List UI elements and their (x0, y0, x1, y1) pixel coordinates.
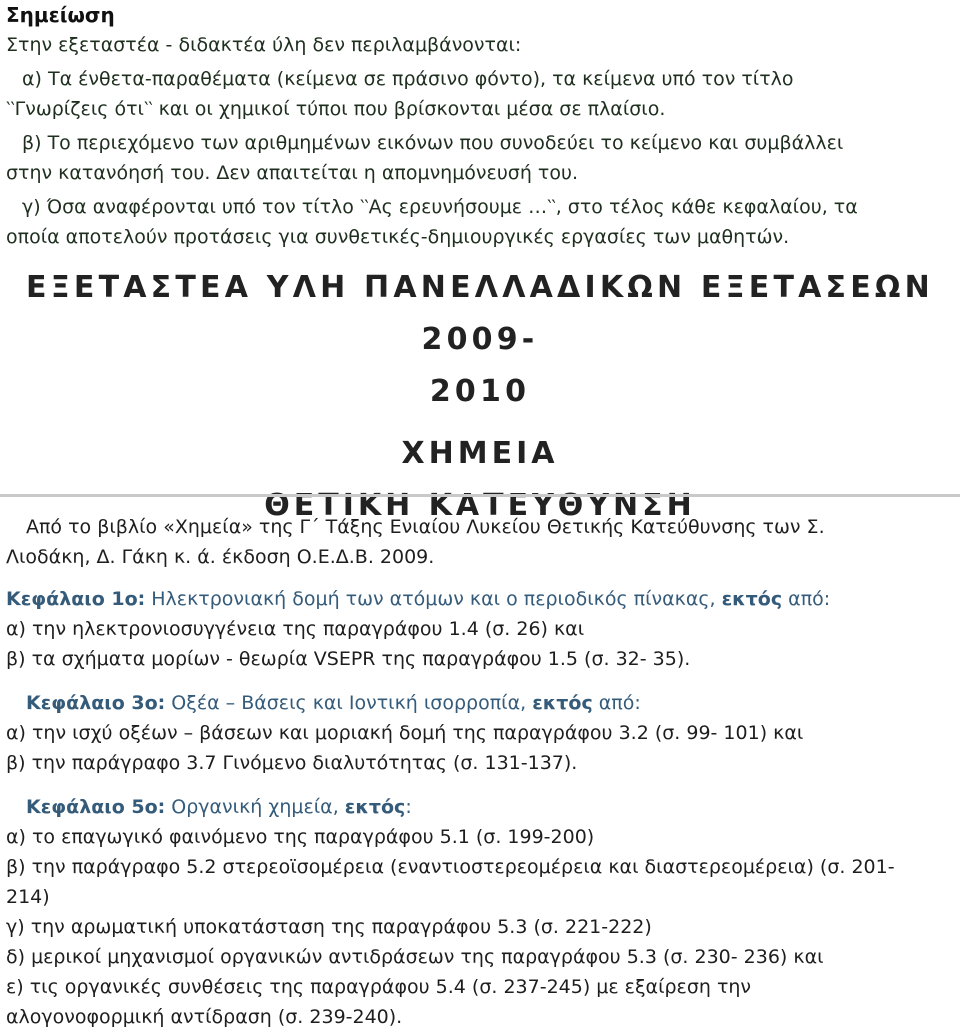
chapter-3-topic: Οξέα – Βάσεις και Ιοντική ισορροπία, (165, 692, 533, 714)
chapter-3-heading (6, 688, 958, 718)
chapter-1-topic: Ηλεκτρονιακή δομή των ατόμων και ο περιοδικός πίνακας, (145, 588, 722, 610)
source-line2: Λιοδάκη, Δ. Γάκη κ. ά. έκδοση Ο.Ε.Δ.Β. 2009. (6, 546, 435, 568)
chapter-1-heading (6, 584, 958, 614)
heading-subject: ΧΗΜΕΙΑ (401, 436, 559, 471)
chapter-1-except: εκτός (721, 588, 783, 610)
chapter-5-item-e-line1: ε) τις οργανικές συνθέσεις της παραγράφου 5.4 (σ. 237-245) με εξαίρεση την (6, 976, 752, 998)
chapter-1-item-b: β) τα σχήματα μορίων - θεωρία VSEPR της παραγράφου 1.5 (σ. 32- 35). (6, 648, 691, 670)
chapter-3-item-a: α) την ισχύ οξέων – βάσεων και μοριακή δομή της παραγράφου 3.2 (σ. 99- 101) και (6, 722, 804, 744)
note-title: Σημείωση (6, 3, 115, 27)
note-item-b-line1: β) Το περιεχόμενο των αριθμημένων εικόνων που συνοδεύει το κείμενο και συμβάλλει (22, 132, 844, 154)
chapter-5-except: εκτός (344, 796, 406, 818)
syllabus-body (6, 512, 958, 1032)
chapter-5-heading (6, 792, 958, 822)
chapter-5-item-a: α) το επαγωγικό φαινόμενο της παραγράφου 5.1 (σ. 199-200) (6, 826, 595, 848)
chapter-3-from: από: (592, 692, 641, 714)
note-item-c-line1: γ) Όσα αναφέρονται υπό τον τίτλο ‵‵Ας ερευνήσουμε …‵‵, στο τέλος κάθε κεφαλαίου, τα (22, 196, 858, 218)
source-line1: Από το βιβλίο «Χημεία» της Γ΄ Τάξης Ενιαίου Λυκείου Θετικής Κατεύθυνσης των Σ. (26, 516, 825, 538)
chapter-3-label: Κεφάλαιο 3ο: (26, 692, 166, 714)
chapter-5-label: Κεφάλαιο 5ο: (26, 796, 166, 818)
chapter-3-except: εκτός (532, 692, 593, 714)
heading-line2: 2010 (429, 374, 531, 409)
chapter-5-item-b-line2: 214) (6, 886, 50, 908)
heading-line1: ΕΞΕΤΑΣΤΕΑ ΥΛΗ ΠΑΝΕΛΛΑΔΙΚΩΝ ΕΞΕΤΑΣΕΩΝ 2009- (26, 270, 934, 357)
chapter-5-item-b-line1: β) την παράγραφο 5.2 στερεοϊσομέρεια (εναντιοστερεομέρεια και διαστερεομέρεια) (σ. 201- (6, 856, 895, 878)
chapter-5-item-d: δ) μερικοί μηχανισμοί οργανικών αντιδράσεων της παραγράφου 5.3 (σ. 230- 236) και (6, 946, 824, 968)
exclusion-note (6, 0, 956, 252)
exam-heading (0, 262, 960, 532)
chapter-1-item-a: α) την ηλεκτρονιοσυγγένεια της παραγράφου 1.4 (σ. 26) και (6, 618, 585, 640)
chapter-1-label: Κεφάλαιο 1ο: (6, 588, 146, 610)
chapter-3-item-b: β) την παράγραφο 3.7 Γινόμενο διαλυτότητας (σ. 131-137). (6, 752, 578, 774)
note-intro: Στην εξεταστέα - διδακτέα ύλη δεν περιλαμβάνονται: (6, 34, 522, 56)
chapter-5-from: : (405, 796, 412, 818)
heading-track: ΘΕΤΙΚΗ ΚΑΤΕΥΘΥΝΣΗ (264, 488, 696, 523)
note-item-b-line2: στην κατανόησή του. Δεν απαιτείται η απομνημόνευσή του. (6, 162, 579, 184)
chapter-5-topic: Οργανική χημεία, (165, 796, 345, 818)
note-item-a-line1: α) Τα ένθετα-παραθέματα (κείμενα σε πράσινο φόντο), τα κείμενα υπό τον τίτλο (22, 68, 794, 90)
chapter-5-item-e-line2: αλογονοφορμική αντίδραση (σ. 239-240). (6, 1006, 403, 1028)
chapter-1-from: από: (782, 588, 831, 610)
note-item-c-line2: οποία αποτελούν προτάσεις για συνθετικές-δημιουργικές εργασίες των μαθητών. (6, 226, 790, 248)
note-item-a-line2: ‵‵Γνωρίζεις ότι‵‵ και οι χημικοί τύποι που βρίσκονται μέσα σε πλαίσιο. (6, 98, 666, 120)
chapter-5-item-c: γ) την αρωματική υποκατάσταση της παραγράφου 5.3 (σ. 221-222) (6, 916, 652, 938)
divider (0, 494, 960, 497)
